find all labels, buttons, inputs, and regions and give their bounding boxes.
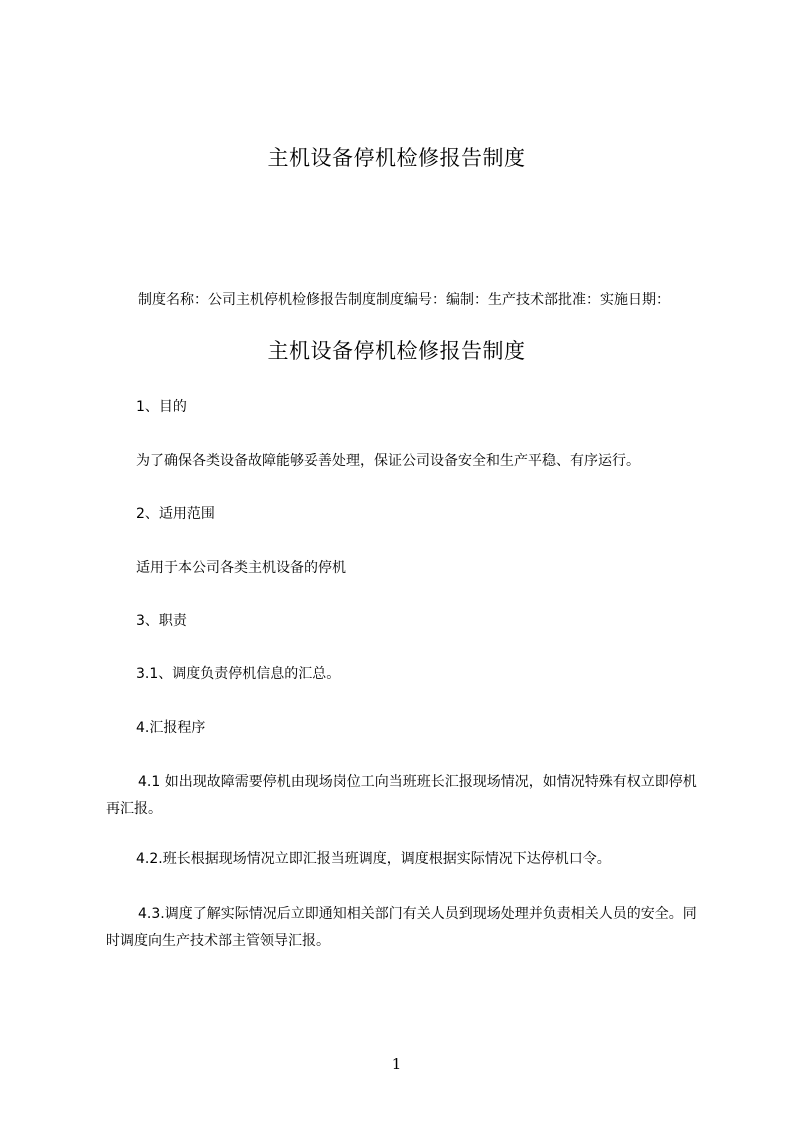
document-meta-line: 制度名称：公司主机停机检修报告制度制度编号：编制：生产技术部批准：实施日期： xyxy=(138,292,670,308)
section-heading-responsibilities: 3、职责 xyxy=(136,613,187,629)
page-number: 1 xyxy=(391,1055,402,1073)
procedure-item-4-3: 4.3.调度了解实际情况后立即通知相关部门有关人员到现场处理并负责相关人员的安全。同时调度向生产技术部主管领导汇报。 xyxy=(106,906,697,949)
purpose-text: 为了确保各类设备故障能够妥善处理，保证公司设备安全和生产平稳、有序运行。 xyxy=(136,453,640,469)
document-subtitle: 主机设备停机检修报告制度 xyxy=(267,339,526,363)
section-heading-purpose: 1、目的 xyxy=(136,399,187,415)
procedure-item-4-1: 4.1 如出现故障需要停机由现场岗位工向当班班长汇报现场情况，如情况特殊有权立即停机再汇报。 xyxy=(106,774,697,817)
section-heading-scope: 2、适用范围 xyxy=(136,506,215,522)
document-title: 主机设备停机检修报告制度 xyxy=(267,146,526,170)
scope-text: 适用于本公司各类主机设备的停机 xyxy=(136,560,346,576)
responsibility-item-3-1: 3.1、调度负责停机信息的汇总。 xyxy=(136,666,341,682)
section-heading-reporting-procedure: 4.汇报程序 xyxy=(136,720,206,736)
procedure-item-4-2: 4.2.班长根据现场情况立即汇报当班调度，调度根据实际情况下达停机口令。 xyxy=(136,851,611,867)
